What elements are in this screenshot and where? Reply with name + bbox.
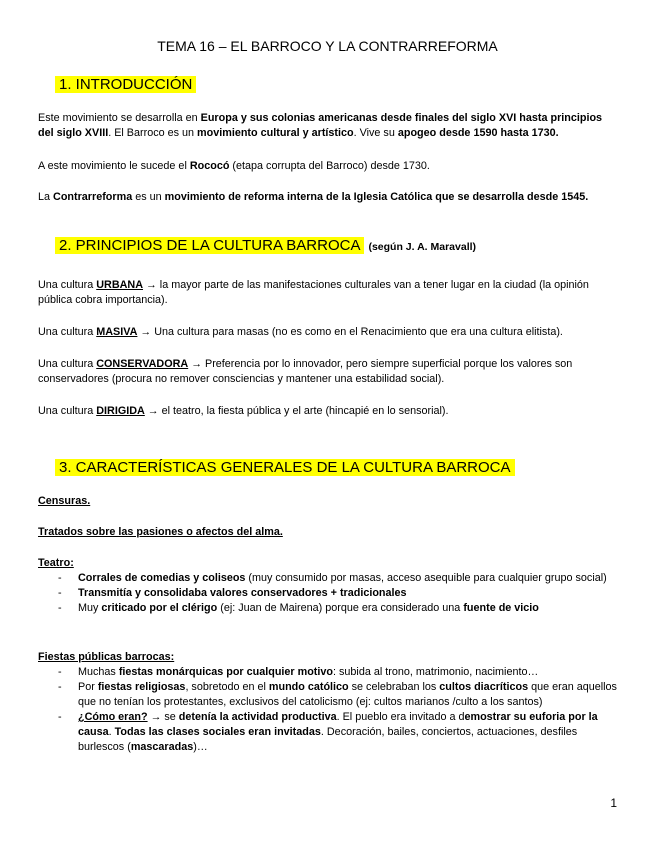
text-run: → Preferencia por lo innovador, pero siempre superficial porque los valores son conservadores (procura no remover consciencias y mantener una estabilidad social). (38, 358, 573, 385)
text-run: )… (193, 741, 208, 753)
text-run: Una cultura (38, 279, 97, 291)
bold-run: detenía la actividad productiva (178, 711, 337, 723)
text-run: Este movimiento se desarrolla en (38, 112, 201, 124)
text-run: → Una cultura para masas (no es como en el Renacimiento que era una cultura elitista). (137, 326, 563, 338)
censuras-label (38, 494, 618, 509)
fiestas-label (38, 650, 618, 665)
page-number: 1 (610, 796, 617, 810)
text-run: . El pueblo era invitado a d (336, 711, 465, 723)
bold-run: Fiestas públicas barrocas: (38, 651, 175, 663)
bold-run: mundo católico (268, 681, 349, 693)
list-item (38, 710, 618, 755)
section-2-heading-text: 2. PRINCIPIOS DE LA CULTURA BARROCA (55, 237, 364, 254)
bold-run: cultos diacríticos (439, 681, 529, 693)
text-run: → el teatro, la fiesta pública y el arte (hincapié en lo sensorial). (144, 405, 449, 417)
bold-run: movimiento de reforma interna de la Iglesia Católica que se desarrolla desde 1545. (164, 191, 589, 203)
section-2-subheading: (según J. A. Maravall) (368, 241, 477, 253)
section-3-heading (55, 459, 515, 476)
principle-masiva (38, 325, 618, 340)
list-dash: - (58, 572, 62, 584)
text-run: (etapa corrupta del Barroco) desde 1730. (229, 160, 430, 172)
bold-run: Transmitía y consolidaba valores conservadores + tradicionales (78, 587, 407, 599)
text-run: se celebraban los (348, 681, 440, 693)
fiestas-list (38, 665, 618, 755)
principle-dirigida (38, 404, 618, 419)
text-run: es un (132, 191, 165, 203)
intro-paragraph-3 (38, 190, 618, 205)
text-run: . El Barroco es un (108, 127, 198, 139)
bold-run: criticado por el clérigo (101, 602, 218, 614)
text-run: Una cultura (38, 358, 97, 370)
section-2-heading (55, 237, 476, 254)
section-1-heading-text: 1. INTRODUCCIÓN (55, 76, 196, 93)
bold-run: mascaradas (130, 741, 194, 753)
list-dash: - (58, 587, 62, 599)
section-3-heading-text: 3. CARACTERÍSTICAS GENERALES DE LA CULTURA BARROCA (55, 459, 515, 476)
principle-key: MASIVA (96, 326, 138, 338)
list-dash: - (58, 602, 62, 614)
bold-run: Corrales de comedias y coliseos (78, 572, 246, 584)
text-run: . (108, 726, 115, 738)
bold-run: Teatro: (38, 557, 74, 569)
text-run: . Decoración, bailes, conciertos, actuaciones, desfiles burlescos ( (78, 726, 578, 753)
bold-run: Tratados sobre las pasiones o afectos del alma. (38, 526, 283, 538)
principle-key: DIRIGIDA (96, 405, 145, 417)
text-run: Una cultura (38, 326, 97, 338)
bold-run: Todas las clases sociales eran invitadas (114, 726, 321, 738)
bold-run: fiestas monárquicas por cualquier motivo (118, 666, 334, 678)
text-run: Muy (78, 602, 102, 614)
tratados-label (38, 525, 618, 540)
text-run: A este movimiento le sucede el (38, 160, 190, 172)
text-run: : subida al trono, matrimonio, nacimiento… (333, 666, 539, 678)
bold-run: ¿Cómo eran? (78, 711, 148, 723)
bold-run: emostrar su euforia por la causa (78, 711, 598, 738)
text-run: → la mayor parte de las manifestaciones culturales van a tener lugar en la ciudad (la opinión pública cobra importancia). (38, 279, 589, 306)
text-run: . Vive su (353, 127, 398, 139)
list-item (38, 571, 618, 586)
text-run: → se (147, 711, 179, 723)
principle-conservadora (38, 357, 618, 387)
text-run: La (38, 191, 54, 203)
list-item (38, 601, 618, 616)
list-item (38, 680, 618, 710)
list-dash: - (58, 681, 62, 693)
text-run: , sobretodo en el (185, 681, 269, 693)
text-run: Una cultura (38, 405, 97, 417)
list-dash: - (58, 666, 62, 678)
bold-run: Censuras. (38, 495, 91, 507)
bold-run: fiestas religiosas (97, 681, 186, 693)
text-run: Muchas (78, 666, 119, 678)
text-run: (ej: Juan de Mairena) porque era considerado una (217, 602, 464, 614)
list-item (38, 665, 618, 680)
text-run: (muy consumido por masas, acceso asequible para cualquier grupo social) (245, 572, 607, 584)
bold-run: apogeo desde 1590 hasta 1730. (397, 127, 559, 139)
bold-run: Rococó (189, 160, 230, 172)
principle-urbana (38, 278, 618, 308)
section-1-heading (55, 76, 196, 93)
bold-run: fuente de vicio (463, 602, 539, 614)
text-run: Por (78, 681, 98, 693)
principle-key: CONSERVADORA (96, 358, 189, 370)
bold-run: Europa y sus colonias americanas desde finales del siglo XVI hasta principios del siglo XVIII (38, 112, 603, 139)
list-item (38, 586, 618, 601)
bold-run: movimiento cultural y artístico (197, 127, 354, 139)
intro-paragraph-1 (38, 111, 618, 141)
list-dash: - (58, 711, 62, 723)
bold-run: Contrarreforma (53, 191, 133, 203)
intro-paragraph-2 (38, 159, 618, 174)
teatro-label (38, 556, 618, 571)
text-run: que eran aquellos que no tenían los protestantes, exclusivos del catolicismo (ej: cultos marianos /culto a los santos) (78, 681, 617, 708)
document-title: TEMA 16 – EL BARROCO Y LA CONTRARREFORMA (157, 38, 498, 54)
teatro-list (38, 571, 618, 616)
principle-key: URBANA (96, 279, 144, 291)
